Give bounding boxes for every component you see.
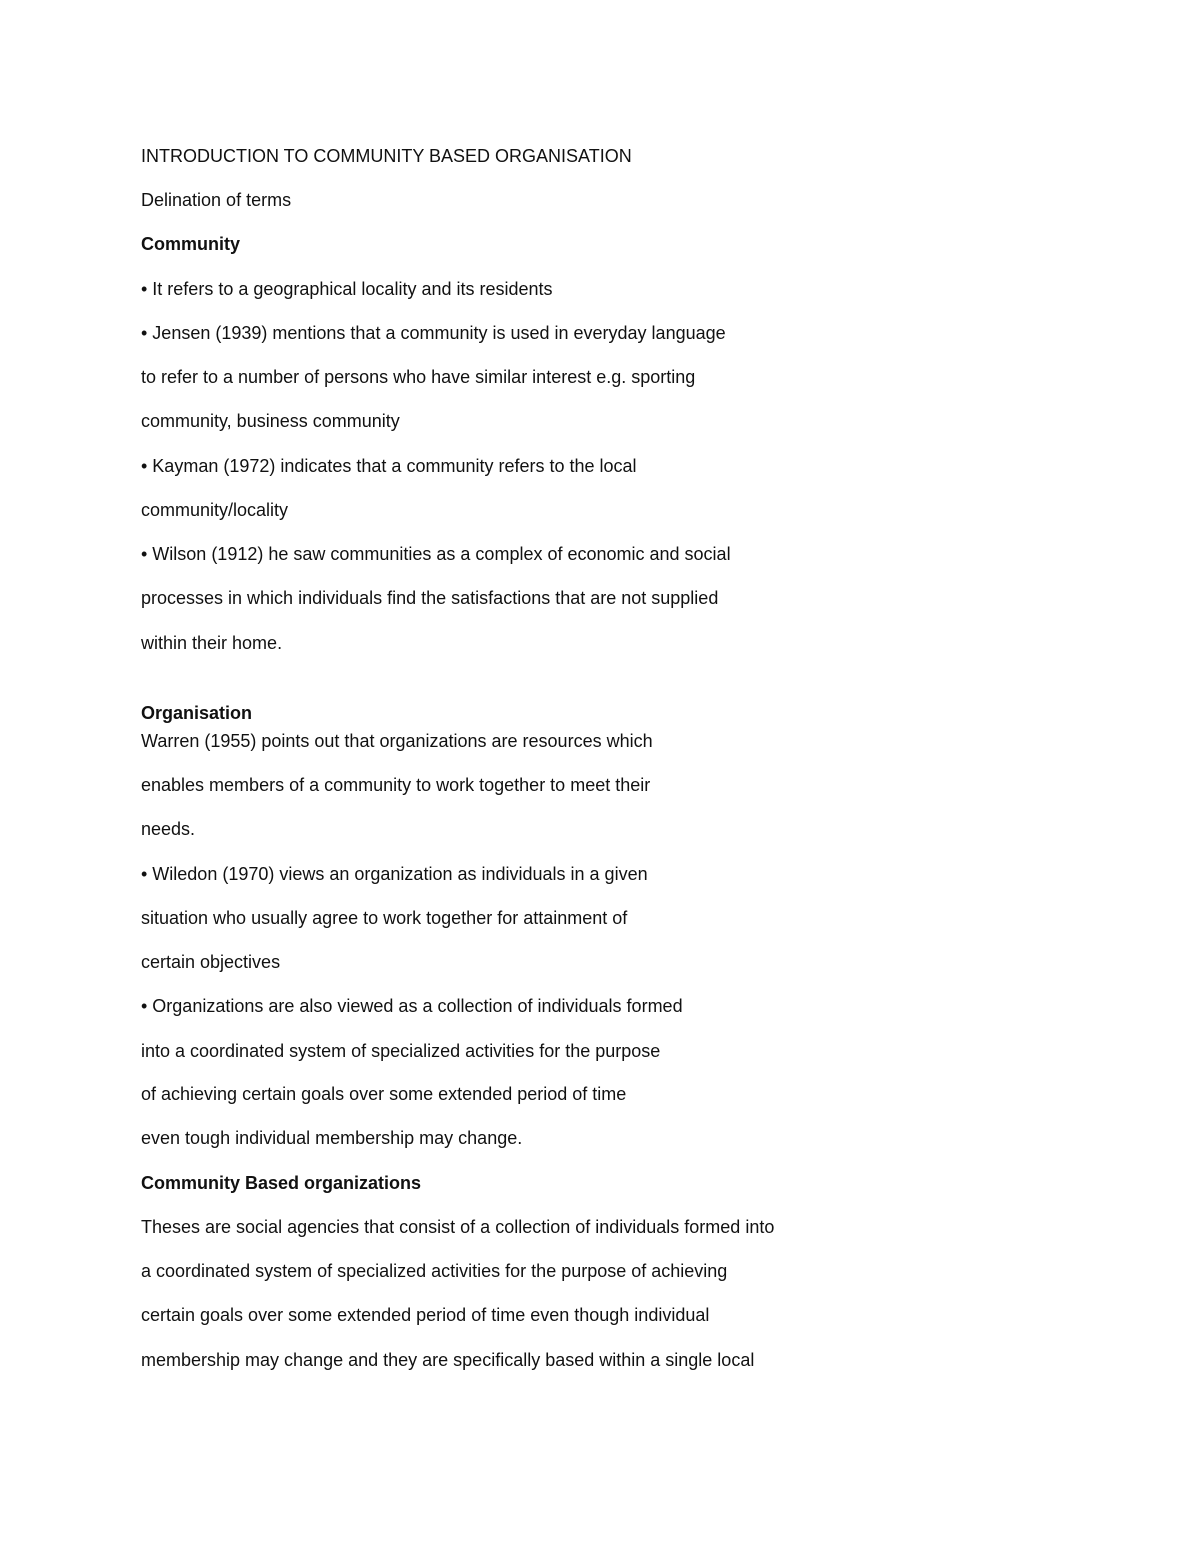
body-line: processes in which individuals find the satisfactions that are not supplied <box>141 588 719 608</box>
body-line: situation who usually agree to work together for attainment of <box>141 908 628 928</box>
body-line: enables members of a community to work together to meet their <box>141 775 651 795</box>
heading-organisation: Organisation <box>141 703 253 723</box>
body-line: certain objectives <box>141 952 281 972</box>
body-line: membership may change and they are specifically based within a single local <box>141 1350 755 1370</box>
body-line: within their home. <box>141 633 283 653</box>
heading-community-based-organizations: Community Based organizations <box>141 1173 422 1193</box>
body-line: • Kayman (1972) indicates that a community refers to the local <box>141 456 637 476</box>
body-line: Theses are social agencies that consist of a collection of individuals formed into <box>141 1217 775 1237</box>
subheading-terms: Delination of terms <box>141 190 292 210</box>
body-line: a coordinated system of specialized activities for the purpose of achieving <box>141 1261 728 1281</box>
body-line: to refer to a number of persons who have similar interest e.g. sporting <box>141 367 696 387</box>
body-line: • It refers to a geographical locality and its residents <box>141 279 553 299</box>
body-line: • Organizations are also viewed as a collection of individuals formed <box>141 996 683 1016</box>
body-line: Warren (1955) points out that organizations are resources which <box>141 731 653 751</box>
body-line: community, business community <box>141 411 400 431</box>
heading-community: Community <box>141 234 240 254</box>
body-line: into a coordinated system of specialized activities for the purpose <box>141 1041 661 1061</box>
body-line: needs. <box>141 819 196 839</box>
body-line: • Wiledon (1970) views an organization as individuals in a given <box>141 864 648 884</box>
body-line: • Wilson (1912) he saw communities as a complex of economic and social <box>141 544 731 564</box>
body-line: even tough individual membership may change. <box>141 1128 523 1148</box>
body-line: certain goals over some extended period of time even though individual <box>141 1305 710 1325</box>
body-line: • Jensen (1939) mentions that a community is used in everyday language <box>141 323 726 343</box>
body-line: of achieving certain goals over some extended period of time <box>141 1084 627 1104</box>
body-line: community/locality <box>141 500 289 520</box>
document-title: INTRODUCTION TO COMMUNITY BASED ORGANISATION <box>141 146 632 166</box>
